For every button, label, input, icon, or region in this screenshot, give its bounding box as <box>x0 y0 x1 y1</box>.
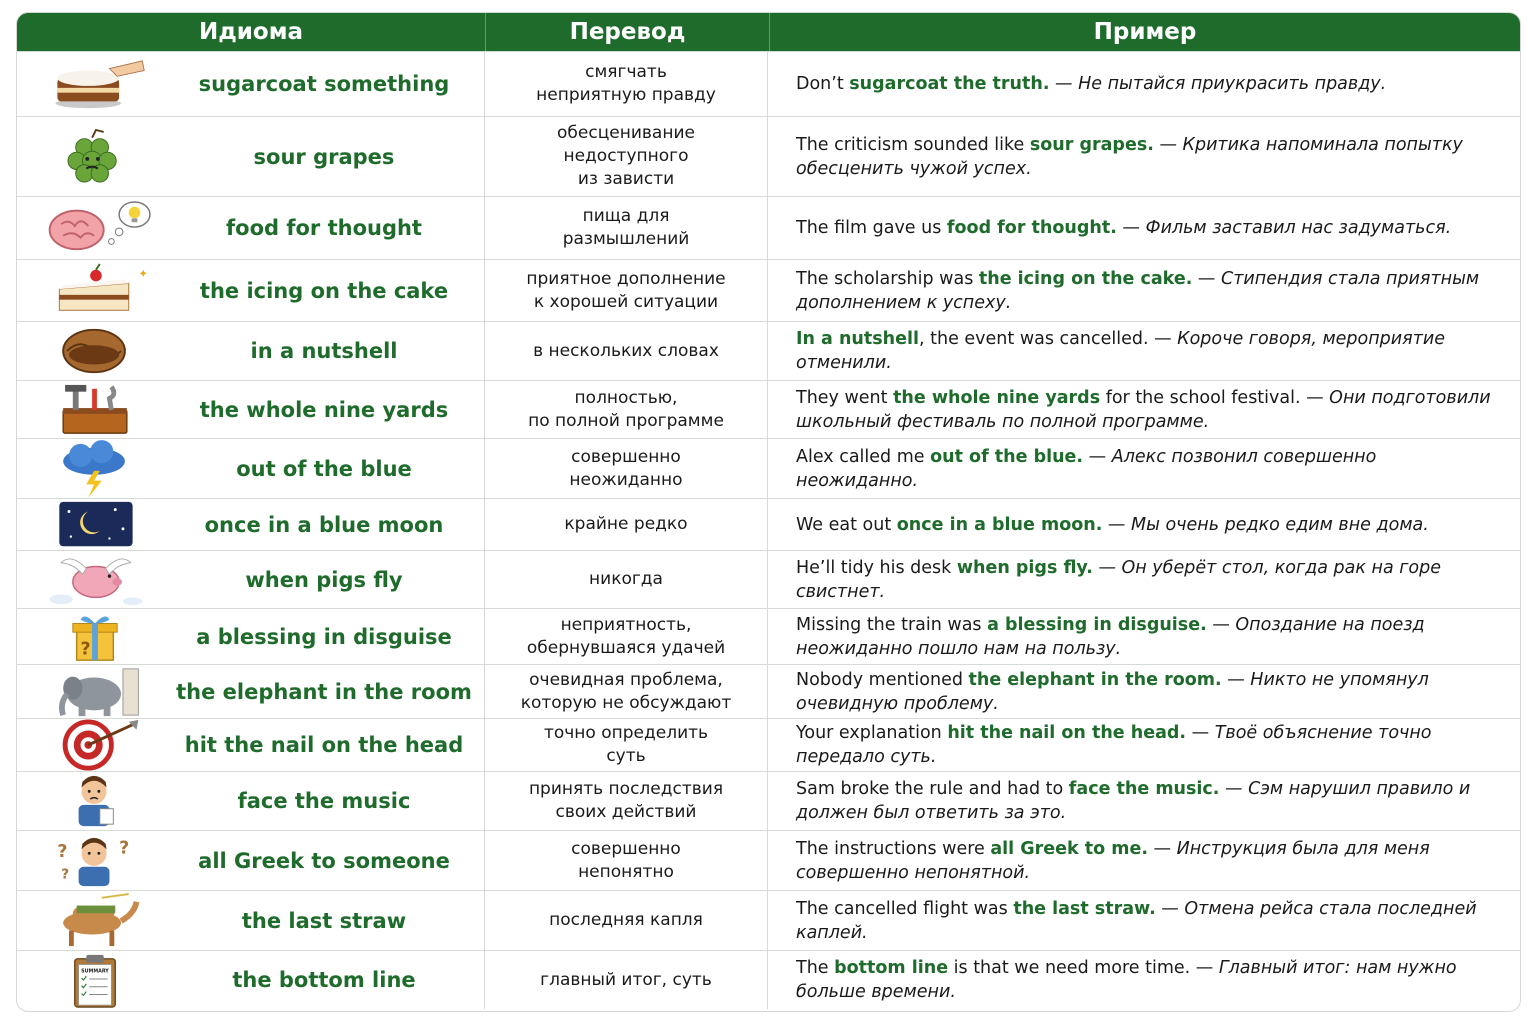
cake-slice-icon <box>17 264 172 318</box>
idiom-cell <box>17 52 485 116</box>
table-row <box>17 718 1520 771</box>
idiom-text: once in a blue moon <box>204 512 444 537</box>
idiom-cell <box>17 197 485 259</box>
example-cell <box>768 439 1520 498</box>
brain-thought-icon <box>17 201 172 255</box>
example-suffix: — <box>1206 614 1236 635</box>
example-russian: Фильм заставил нас задуматься. <box>1145 218 1452 238</box>
table-row <box>17 116 1520 196</box>
example-prefix: The scholarship was <box>796 268 979 289</box>
translation-text: совершенно неожиданно <box>485 439 768 498</box>
example-prefix: The cancelled flight was <box>796 898 1014 919</box>
example-russian: Отмена рейса стала последней каплей. <box>796 898 1477 943</box>
idiom-text: face the music <box>237 789 411 813</box>
camel-icon <box>17 894 172 948</box>
example-suffix: — <box>1153 134 1183 155</box>
example-suffix: — <box>1092 557 1122 578</box>
idiom-text: sugarcoat something <box>198 72 450 96</box>
idiom-text: in a nutshell <box>250 339 398 363</box>
example-idiom: face the music. <box>1068 779 1220 799</box>
example-suffix: is that we need more time. — <box>948 958 1219 978</box>
example-prefix: Sam broke the rule and had to <box>796 779 1069 799</box>
header-idiom: Идиома <box>17 13 486 51</box>
example-suffix: — <box>1155 898 1185 919</box>
example-suffix: — <box>1102 514 1131 535</box>
example-cell <box>768 772 1520 830</box>
translation-text: в нескольких словах <box>485 322 768 380</box>
example-cell <box>768 951 1520 1009</box>
example-prefix: He’ll tidy his desk <box>796 557 957 578</box>
example-idiom: out of the blue. <box>930 446 1084 467</box>
night-moon-icon <box>17 498 172 552</box>
table-row <box>17 771 1520 830</box>
translation-text: крайне редко <box>485 499 768 550</box>
table-row <box>17 259 1520 321</box>
example-idiom: sour grapes. <box>1029 134 1154 155</box>
idiom-text: the icing on the cake <box>199 278 449 303</box>
table-header <box>17 13 1520 51</box>
example-cell <box>768 551 1520 608</box>
table-row <box>17 51 1520 116</box>
example-russian: Твоё объяснение точно передало суть. <box>796 723 1432 767</box>
translation-text: совершенно непонятно <box>485 831 768 890</box>
idiom-text: the last straw <box>241 908 407 933</box>
header-translation: Перевод <box>486 13 770 51</box>
example-suffix: , the event was cancelled. — <box>919 329 1178 349</box>
translation-text: очевидная проблема, которую не обсуждают <box>485 665 768 718</box>
example-idiom: sugarcoat the truth. <box>849 74 1050 94</box>
example-idiom: the last straw. <box>1013 898 1156 919</box>
example-cell <box>768 260 1520 321</box>
example-russian: Никто не упомянул очевидную проблему. <box>796 669 1429 714</box>
flying-pig-icon <box>17 553 172 607</box>
example-idiom: hit the nail on the head. <box>947 723 1187 743</box>
worried-man-icon <box>17 774 172 828</box>
translation-text: неприятность, обернувшаяся удачей <box>485 609 768 664</box>
confused-man-icon <box>17 834 172 888</box>
idiom-cell <box>17 951 485 1009</box>
idiom-cell <box>17 665 485 718</box>
idiom-cell <box>17 260 485 321</box>
example-suffix: — <box>1116 218 1146 238</box>
example-cell <box>768 891 1520 950</box>
idiom-cell <box>17 609 485 664</box>
table-row <box>17 830 1520 890</box>
translation-text: смягчать неприятную правду <box>485 52 768 116</box>
example-cell <box>768 665 1520 718</box>
example-russian: Сэм нарушил правило и должен был ответить за это. <box>796 779 1471 823</box>
idioms-table <box>16 12 1521 1012</box>
example-prefix: Alex called me <box>796 446 931 467</box>
cake-hand-icon <box>17 57 172 111</box>
example-cell <box>768 322 1520 380</box>
idiom-cell <box>17 117 485 196</box>
translation-text: пища для размышлений <box>485 197 768 259</box>
idiom-text: when pigs fly <box>245 567 403 592</box>
idiom-cell <box>17 499 485 550</box>
table-row <box>17 380 1520 438</box>
idiom-cell <box>17 381 485 438</box>
example-suffix: — <box>1219 779 1249 799</box>
svg-text:✦: ✦ <box>137 266 148 280</box>
idiom-text: hit the nail on the head <box>184 733 464 757</box>
example-suffix: for the school festival. — <box>1100 387 1330 408</box>
example-suffix: — <box>1083 446 1112 467</box>
example-prefix: We eat out <box>796 514 897 535</box>
example-prefix: Missing the train was <box>796 614 988 635</box>
example-cell <box>768 831 1520 890</box>
idiom-cell <box>17 891 485 950</box>
example-prefix: The <box>796 958 835 978</box>
example-cell <box>768 381 1520 438</box>
idiom-cell <box>17 772 485 830</box>
example-russian: Опоздание на поезд неожиданно пошло нам на пользу. <box>796 614 1425 659</box>
translation-text: никогда <box>485 551 768 608</box>
svg-text:?: ? <box>118 837 129 858</box>
example-cell <box>768 52 1520 116</box>
idiom-text: food for thought <box>226 216 422 240</box>
clipboard-icon <box>17 953 172 1007</box>
example-cell <box>768 719 1520 771</box>
toolbox-icon <box>17 383 172 437</box>
example-russian: Мы очень редко едим вне дома. <box>1131 514 1429 535</box>
idiom-text: out of the blue <box>236 456 412 481</box>
header-example: Пример <box>1093 19 1197 45</box>
example-cell <box>768 197 1520 259</box>
idiom-cell <box>17 719 485 771</box>
table-row <box>17 550 1520 608</box>
table-row <box>17 890 1520 950</box>
example-prefix: Don’t <box>796 74 850 94</box>
table-row <box>17 438 1520 498</box>
idiom-text: a blessing in disguise <box>196 624 452 649</box>
idiom-text: all Greek to someone <box>198 848 450 873</box>
example-prefix: They went <box>796 387 894 408</box>
table-row <box>17 498 1520 550</box>
example-cell <box>768 499 1520 550</box>
svg-text:?: ? <box>80 638 91 659</box>
example-idiom: food for thought. <box>946 218 1117 238</box>
table-row <box>17 664 1520 718</box>
idiom-cell <box>17 831 485 890</box>
example-russian: Критика напоминала попытку обесценить чужой успех. <box>796 134 1463 179</box>
gift-box-icon <box>17 610 172 664</box>
example-idiom: In a nutshell <box>796 329 919 349</box>
example-prefix: The film gave us <box>796 218 947 238</box>
svg-text:?: ? <box>60 865 69 882</box>
idiom-text: the elephant in the room <box>176 679 472 704</box>
example-idiom: the elephant in the room. <box>968 669 1222 690</box>
idiom-text: sour grapes <box>253 144 395 169</box>
translation-text: обесценивание недоступного из зависти <box>485 117 768 196</box>
example-prefix: The criticism sounded like <box>796 134 1030 155</box>
example-idiom: bottom line <box>834 958 949 978</box>
example-russian: Он уберёт стол, когда рак на горе свистнет. <box>796 557 1442 602</box>
table-row <box>17 321 1520 380</box>
example-idiom: a blessing in disguise. <box>987 614 1207 635</box>
idiom-cell <box>17 322 485 380</box>
example-cell <box>768 609 1520 664</box>
example-idiom: the whole nine yards <box>893 387 1101 408</box>
translation-text: полностью, по полной программе <box>485 381 768 438</box>
example-russian: Алекс позвонил совершенно неожиданно. <box>796 446 1377 491</box>
example-idiom: when pigs fly. <box>956 557 1093 578</box>
example-suffix: — <box>1049 74 1079 94</box>
example-idiom: all Greek to me. <box>990 838 1148 859</box>
table-row <box>17 608 1520 664</box>
walnut-icon <box>17 324 172 378</box>
idiom-cell <box>17 551 485 608</box>
sour-grapes-icon <box>17 130 172 184</box>
translation-text: принять последствия своих действий <box>485 772 768 830</box>
translation-text: точно определить суть <box>485 719 768 771</box>
example-prefix: The instructions were <box>796 838 991 859</box>
example-prefix: Nobody mentioned <box>796 669 969 690</box>
example-suffix: — <box>1221 669 1251 690</box>
translation-text: главный итог, суть <box>485 951 768 1009</box>
example-russian: Инструкция была для меня совершенно непонятной. <box>796 838 1430 883</box>
idiom-text: the bottom line <box>232 968 416 992</box>
example-russian: Они подготовили школьный фестиваль по полной программе. <box>796 387 1491 432</box>
table-row <box>17 196 1520 259</box>
table-body <box>17 51 1520 1009</box>
idiom-text: the whole nine yards <box>199 397 449 422</box>
table-row <box>17 950 1520 1009</box>
example-russian: Стипендия стала приятным дополнением к успеху. <box>796 268 1480 313</box>
translation-text: последняя капля <box>485 891 768 950</box>
example-suffix: — <box>1147 838 1177 859</box>
storm-cloud-icon <box>17 442 172 496</box>
elephant-icon <box>17 665 172 719</box>
example-russian: Короче говоря, мероприятие отменили. <box>796 329 1446 373</box>
svg-text:?: ? <box>56 841 67 862</box>
target-icon <box>17 718 172 772</box>
example-russian: Не пытайся приукрасить правду. <box>1078 74 1387 94</box>
example-suffix: — <box>1192 268 1221 289</box>
clipboard-label: SUMMARY <box>80 969 109 975</box>
example-idiom: once in a blue moon. <box>896 514 1103 535</box>
idiom-cell <box>17 439 485 498</box>
example-cell <box>768 117 1520 196</box>
translation-text: приятное дополнение к хорошей ситуации <box>485 260 768 321</box>
example-prefix: Your explanation <box>796 723 948 743</box>
example-suffix: — <box>1186 723 1215 743</box>
example-idiom: the icing on the cake. <box>978 268 1193 289</box>
example-russian: Главный итог: нам нужно больше времени. <box>796 958 1457 1002</box>
